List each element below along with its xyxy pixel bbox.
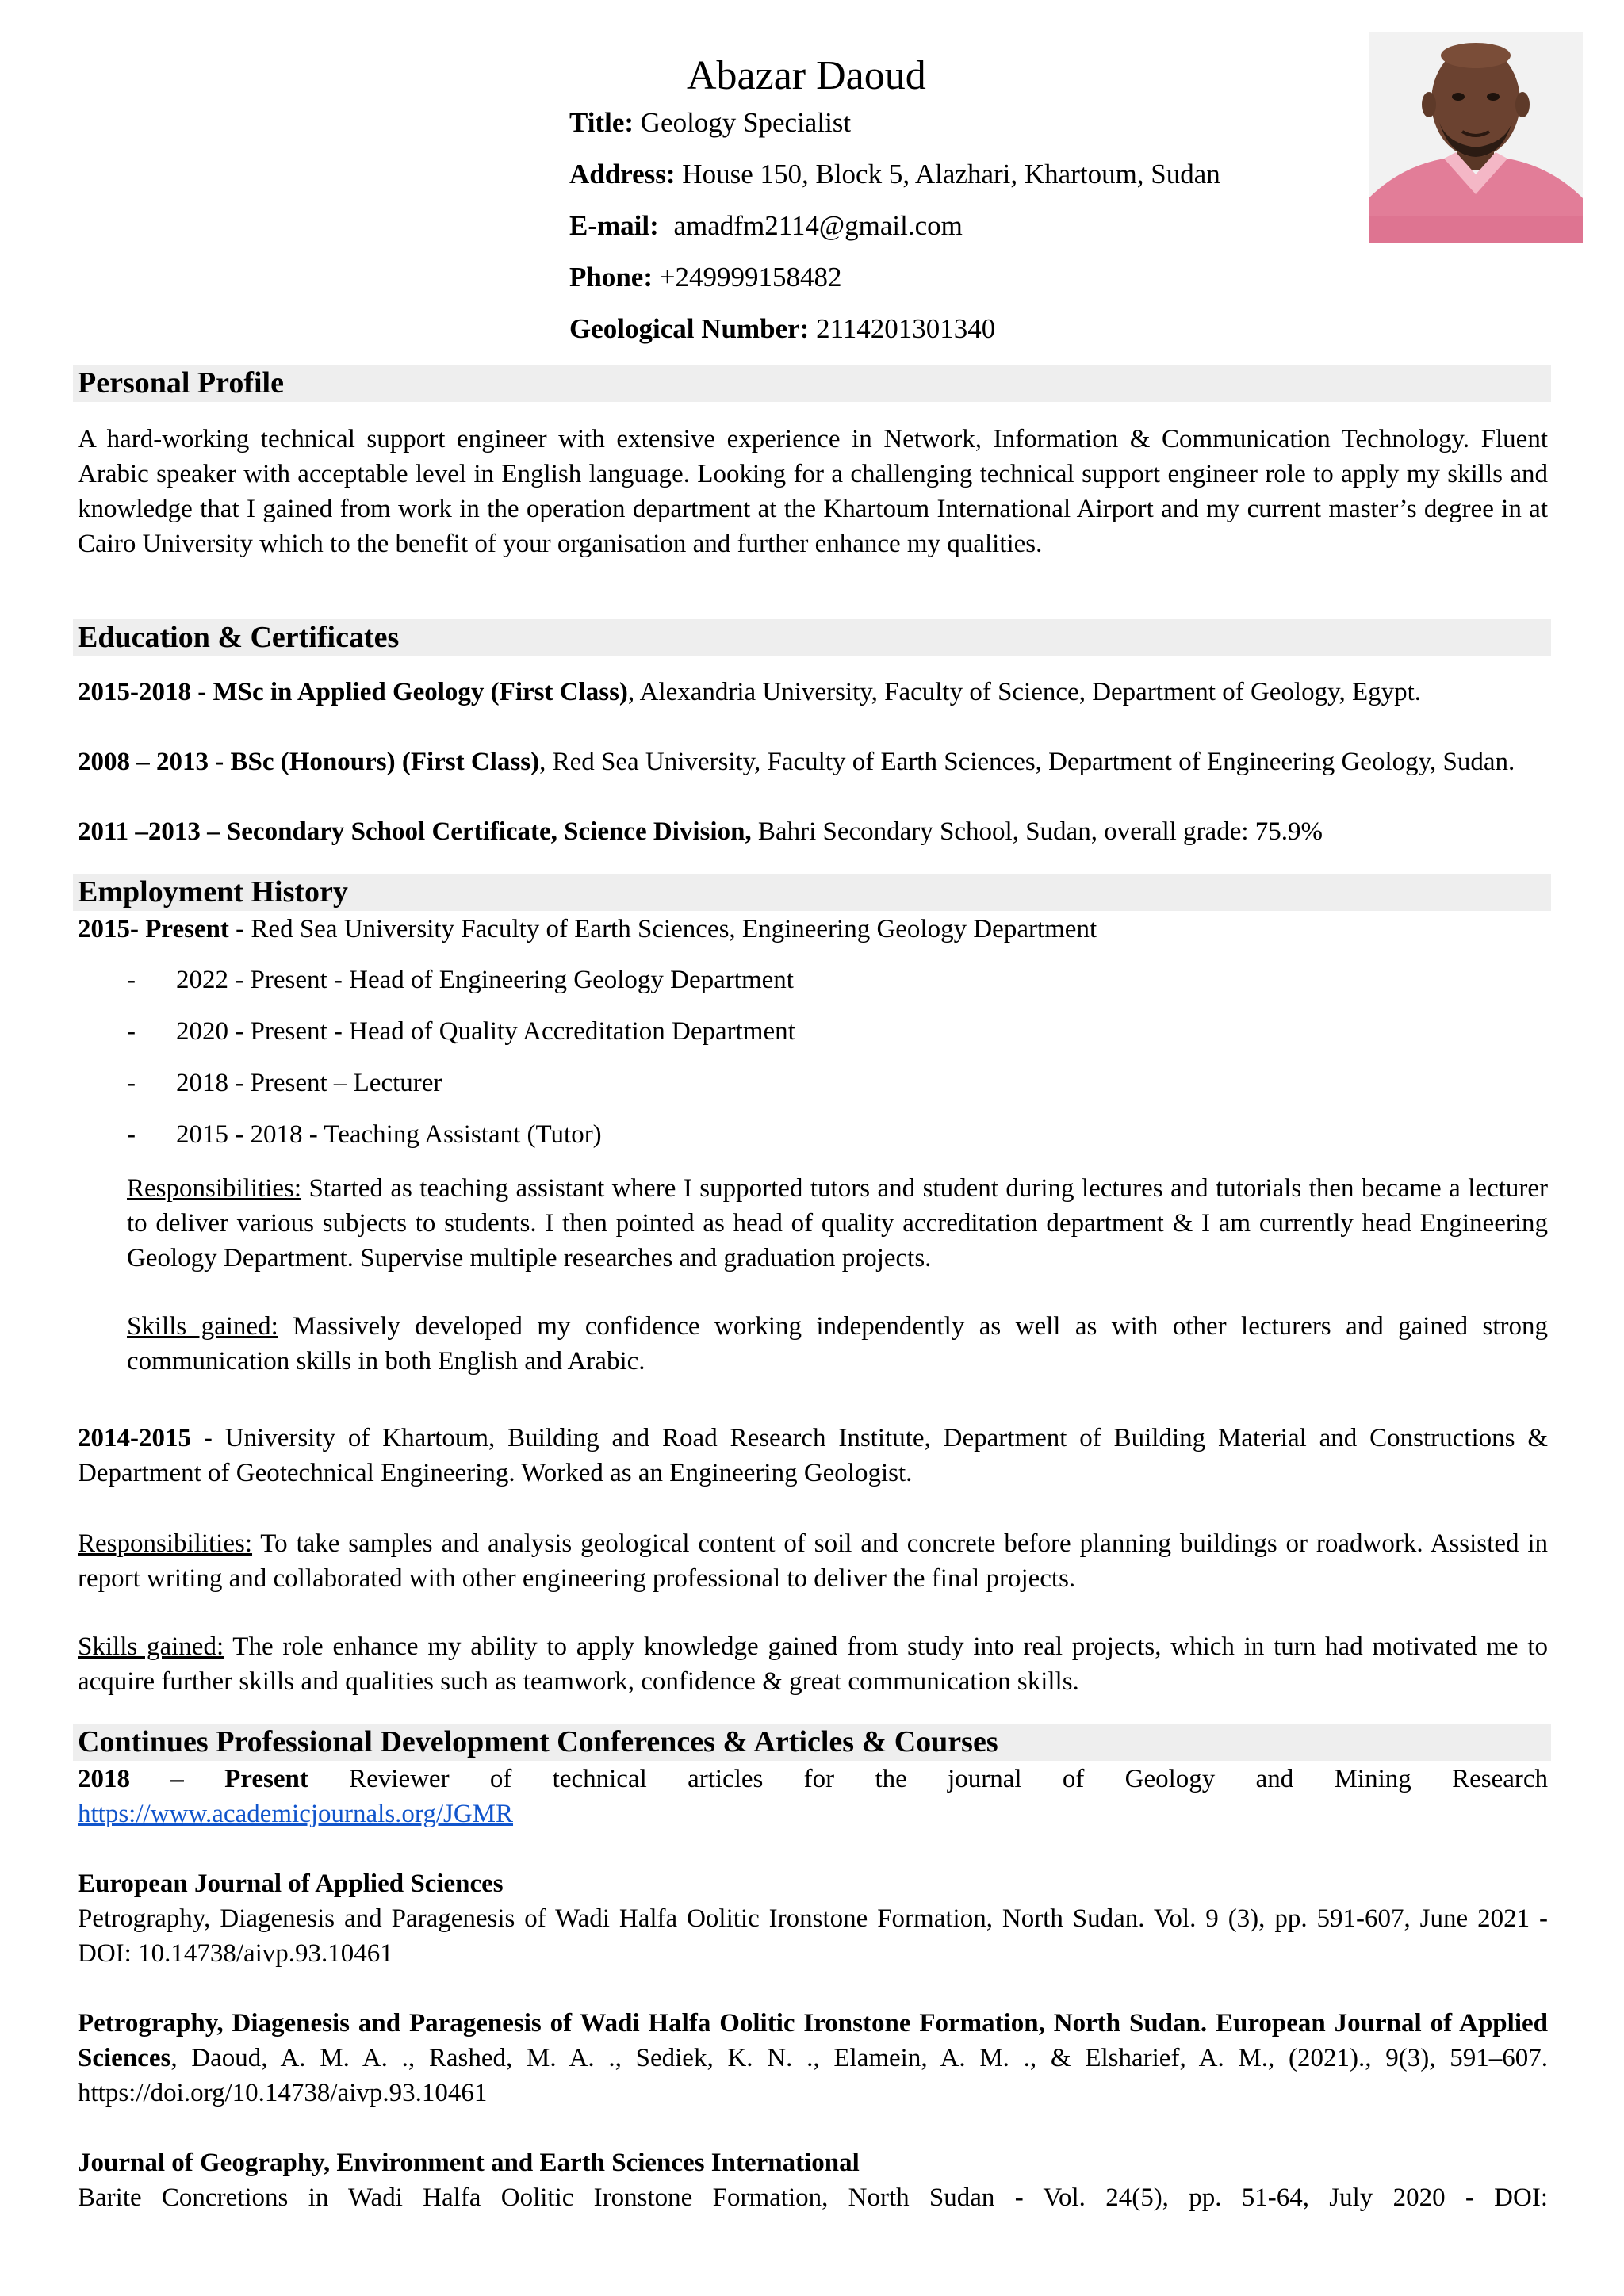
education-secondary-title: 2011 –2013 – Secondary School Certificate, Science Division,: [78, 817, 752, 846]
title-label: Title:: [569, 107, 634, 138]
job-red-sea-university: [78, 912, 1548, 947]
education-bsc-title: 2008 – 2013 - BSc (Honours) (First Class): [78, 748, 540, 776]
responsibilities-label: Responsibilities:: [78, 1529, 253, 1558]
person-photo-icon: [1369, 32, 1583, 243]
section-cpd: Continues Professional Development Conferences & Articles & Courses: [73, 1724, 1551, 1761]
education-item-secondary: [78, 814, 1548, 849]
job2-skills: Skills gained: The role enhance my ability to apply knowledge gained from study into real projects, which in turn had motivated me to acquire further skills and qualities such as teamwork, confidence & great communication skills.: [78, 1632, 1548, 1696]
email-line: [569, 209, 963, 243]
education-msc-title: 2015-2018 - MSc in Applied Geology (First Class): [78, 678, 628, 706]
pub3-text: Barite Concretions in Wadi Halfa Oolitic Ironstone Formation, North Sudan - Vol. 24(5), pp. 51-64, July 2020 - DOI:: [78, 2183, 1548, 2212]
email-value[interactable]: amadfm2114@gmail.com: [673, 210, 963, 241]
pub3-journal: Journal of Geography, Environment and Earth Sciences International: [78, 2149, 860, 2177]
skills-label: Skills gained:: [78, 1632, 224, 1661]
education-bsc-details: , Red Sea University, Faculty of Earth Sciences, Department of Engineering Geology, Sudan.: [539, 748, 1515, 776]
education-secondary-details: Bahri Secondary School, Sudan, overall grade: 75.9%: [751, 817, 1323, 846]
title-line: [569, 105, 851, 140]
phone-line: [569, 260, 842, 295]
profile-text: A hard-working technical support engineer with extensive experience in Network, Information & Communication Technology. Fluent Arabic speaker with acceptable level in English language. Looking for a challenging technical support engineer role to apply my skills and knowledge that I gained from work in the operation department at the Khartoum International Airport and my current master’s degree in at Cairo University which to the benefit of your organisation and further enhance my qualities.: [78, 425, 1548, 558]
reviewer-dates: 2018 – Present: [78, 1765, 308, 1793]
geological-number-value: 2114201301340: [816, 313, 996, 344]
pub2-title: Petrography, Diagenesis and Paragenesis of Wadi Halfa Oolitic Ironstone Formation, North Sudan. European Journal of Applied Sciences: [78, 2009, 1548, 2072]
job1-dates: 2015- Present -: [78, 915, 245, 943]
job-university-khartoum: [78, 1421, 1548, 1490]
education-item-msc: [78, 675, 1548, 710]
role-item: - 2020 - Present - Head of Quality Accreditation Department: [127, 1017, 795, 1046]
address-line: [569, 157, 1220, 192]
journal-link[interactable]: https://www.academicjournals.org/JGMR: [78, 1800, 514, 1828]
section-education: Education & Certificates: [73, 619, 1551, 656]
role-item: - 2018 - Present – Lecturer: [127, 1069, 442, 1097]
role-item: - 2015 - 2018 - Teaching Assistant (Tutor): [127, 1120, 602, 1149]
candidate-name: Abazar Daoud: [687, 53, 926, 98]
job2-employer: University of Khartoum, Building and Road Research Institute, Department of Building Material and Constructions & Department of Geotechnical Engineering. Worked as an Engineering Geologist.: [78, 1424, 1548, 1487]
cpd-reviewer: [78, 1762, 1548, 1797]
phone-value: +249999158482: [659, 262, 842, 293]
reviewer-details: Reviewer of technical articles for the journal of Geology and Mining Research: [308, 1765, 1548, 1793]
profile-photo: [1369, 32, 1583, 243]
geological-number-label: Geological Number:: [569, 313, 810, 344]
geological-number-line: [569, 312, 995, 346]
job1-employer: Red Sea University Faculty of Earth Sciences, Engineering Geology Department: [244, 915, 1097, 943]
job2-responsibilities: Responsibilities: To take samples and analysis geological content of soil and concrete before planning buildings or roadwork. Assisted in report writing and collaborated with other engineering professional to deliver the final projects.: [78, 1529, 1548, 1593]
email-label: E-mail:: [569, 210, 659, 241]
education-msc-details: , Alexandria University, Faculty of Science, Department of Geology, Egypt.: [627, 678, 1422, 706]
section-employment: Employment History: [73, 874, 1551, 911]
education-item-bsc: [78, 744, 1548, 779]
job2-dates: 2014-2015 -: [78, 1424, 213, 1452]
cpd-reviewer-link-line: [78, 1797, 1548, 1831]
role-item: - 2022 - Present - Head of Engineering Geology Department: [127, 966, 794, 994]
pub2-authors: , Daoud, A. M. A. ., Rashed, M. A. ., Sediek, K. N. ., Elamein, A. M. ., & Elsharief, A. M., (2021)., 9(3), 591–607. https://doi.org/10.14738/aivp.93.10461: [78, 2044, 1548, 2107]
phone-label: Phone:: [569, 262, 653, 293]
address-value: House 150, Block 5, Alazhari, Khartoum, Sudan: [682, 159, 1220, 189]
pub2-citation: [78, 2006, 1548, 2110]
title-value: Geology Specialist: [640, 107, 852, 138]
address-label: Address:: [569, 159, 676, 189]
skills-label: Skills gained:: [127, 1312, 278, 1341]
pub1-text: Petrography, Diagenesis and Paragenesis of Wadi Halfa Oolitic Ironstone Formation, North Sudan. Vol. 9 (3), pp. 591-607, June 2021 - DOI: 10.14738/aivp.93.10461: [78, 1904, 1548, 1968]
pub1-journal: European Journal of Applied Sciences: [78, 1869, 504, 1898]
section-personal-profile: Personal Profile: [73, 365, 1551, 402]
job1-skills: Skills gained: Massively developed my confidence working independently as well as with other lecturers and gained strong communication skills in both English and Arabic.: [127, 1312, 1548, 1376]
responsibilities-label: Responsibilities:: [127, 1174, 302, 1203]
job1-responsibilities: Responsibilities: Started as teaching assistant where I supported tutors and student during lectures and tutorials then became a lecturer to deliver various subjects to students. I then pointed as head of quality accreditation department & I am currently head Engineering Geology Department. Supervise multiple researches and graduation projects.: [127, 1174, 1548, 1272]
